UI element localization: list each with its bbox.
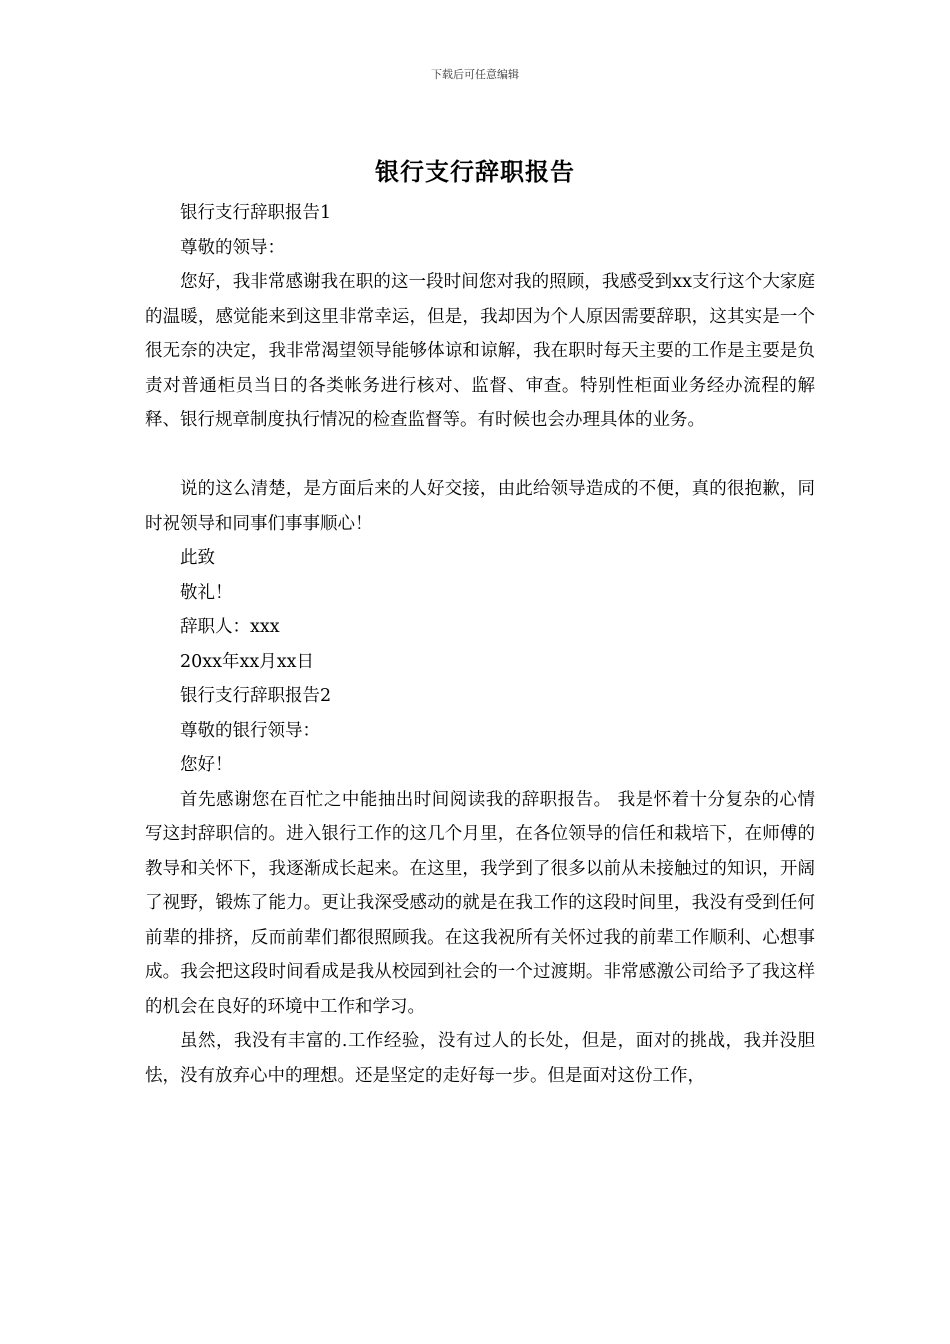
paragraph: 20xx年xx月xx日 bbox=[180, 651, 314, 672]
paragraph: 尊敬的银行领导： bbox=[180, 720, 320, 741]
paragraph: 虽然，我没有丰富的.工作经验，没有过人的长处，但是，面对的挑战，我并没胆怯，没有放弃心中的理想。还是坚定的走好每一步。但是面对这份工作， bbox=[145, 1031, 815, 1086]
paragraph: 说的这么清楚，是方面后来的人好交接，由此给领导造成的不便，真的很抱歉，同时祝领导和同事们事事顺心！ bbox=[145, 479, 815, 534]
paragraph: 尊敬的领导： bbox=[180, 237, 285, 258]
document-body bbox=[145, 196, 815, 1093]
paragraph: 您好！ bbox=[180, 755, 233, 775]
paragraph: 您好，我非常感谢我在职的这一段时间您对我的照顾，我感受到xx支行这个大家庭的温暖，感觉能来到这里非常幸运，但是，我却因为个人原因需要辞职，这其实是一个很无奈的决定，我非常渴望领导能够体谅和谅解，我在职时每天主要的工作是主要是负责对普通柜员当日的各类帐务进行核对、监督、审查。特别性柜面业务经办流程的解释、银行规章制度执行情况的检查监督等。有时候也会办理具体的业务。 bbox=[145, 272, 815, 430]
blank-line bbox=[145, 438, 815, 473]
paragraph: 首先感谢您在百忙之中能抽出时间阅读我的辞职报告。 我是怀着十分复杂的心情写这封辞职信的。进入银行工作的这几个月里，在各位领导的信任和栽培下，在师傅的教导和关怀下，我逐渐成长起来。在这里，我学到了很多以前从未接触过的知识，开阔了视野，锻炼了能力。更让我深受感动的就是在我工作的这段时间里，我没有受到任何前辈的排挤，反而前辈们都很照顾我。在这我祝所有关怀过我的前辈工作顺利、心想事成。我会把这段时间看成是我从校园到社会的一个过渡期。非常感激公司给予了我这样的机会在良好的环境中工作和学习。 bbox=[145, 789, 815, 1017]
paragraph: 辞职人：xxx bbox=[180, 617, 280, 637]
paragraph: 此致 bbox=[180, 548, 215, 568]
paragraph: 敬礼！ bbox=[180, 582, 233, 603]
paragraph: 银行支行辞职报告2 bbox=[180, 686, 332, 706]
header-note: 下载后可任意编辑 bbox=[431, 68, 519, 81]
paragraph: 银行支行辞职报告1 bbox=[180, 203, 332, 223]
document-title: 银行支行辞职报告 bbox=[375, 157, 575, 186]
